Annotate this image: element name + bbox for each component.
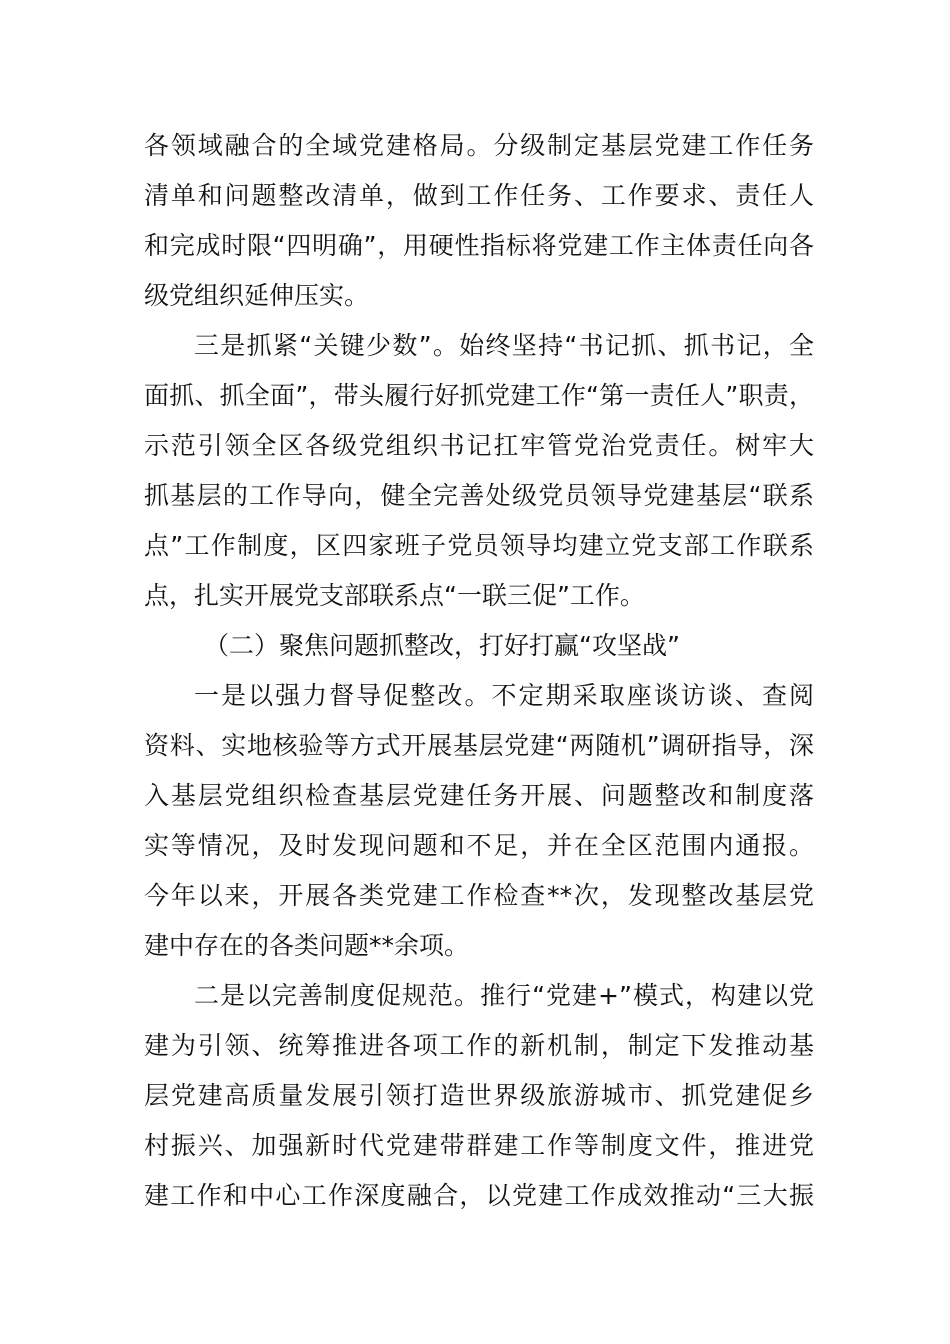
paragraph-system-standardization bbox=[144, 971, 814, 1221]
text-line: 和完成时限“四明确”，用硬性指标将党建工作主体责任向各 bbox=[144, 231, 814, 260]
text-line: 村振兴、加强新时代党建带群建工作等制度文件，推进党 bbox=[144, 1131, 814, 1160]
text-line: 三是抓紧“关键少数”。始终坚持“书记抓、抓书记，全 bbox=[194, 331, 814, 360]
text-line: 建为引领、统筹推进各项工作的新机制，制定下发推动基 bbox=[144, 1031, 814, 1060]
text-line: 点”工作制度，区四家班子党员领导均建立党支部工作联系 bbox=[144, 531, 814, 560]
paragraph-key-minority bbox=[144, 321, 814, 621]
text-line: 面抓、抓全面”，带头履行好抓党建工作“第一责任人”职责， bbox=[144, 381, 814, 410]
document-body bbox=[144, 121, 814, 1221]
text-line: 资料、实地核验等方式开展基层党建“两随机”调研指导，深 bbox=[144, 731, 814, 760]
text-line: 二是以完善制度促规范。推行“党建+”模式，构建以党 bbox=[194, 981, 814, 1010]
text-line: 实等情况，及时发现问题和不足，并在全区范围内通报。 bbox=[144, 831, 814, 860]
text-line: 抓基层的工作导向，健全完善处级党员领导党建基层“联系 bbox=[144, 481, 814, 510]
text-line: 建工作和中心工作深度融合，以党建工作成效推动“三大振 bbox=[144, 1181, 814, 1210]
paragraph-global-party-building bbox=[144, 121, 814, 321]
text-line: 点，扎实开展党支部联系点“一联三促”工作。 bbox=[144, 581, 645, 610]
text-line: 入基层党组织检查基层党建任务开展、问题整改和制度落 bbox=[144, 781, 814, 810]
text-line: 层党建高质量发展引领打造世界级旅游城市、抓党建促乡 bbox=[144, 1081, 814, 1110]
text-line: 建中存在的各类问题**余项。 bbox=[144, 931, 470, 960]
text-line: 清单和问题整改清单，做到工作任务、工作要求、责任人 bbox=[144, 181, 814, 210]
paragraph-supervision-rectification bbox=[144, 671, 814, 971]
text-line: 示范引领全区各级党组织书记扛牢管党治党责任。树牢大 bbox=[144, 431, 814, 460]
text-line: 一是以强力督导促整改。不定期采取座谈访谈、查阅 bbox=[194, 681, 814, 710]
text-line: 级党组织延伸压实。 bbox=[144, 281, 370, 310]
section-heading bbox=[144, 621, 814, 671]
text-line: 今年以来，开展各类党建工作检查**次，发现整改基层党 bbox=[144, 881, 814, 910]
section-heading-text: （二）聚焦问题抓整改，打好打赢“攻坚战” bbox=[204, 631, 680, 660]
text-line: 各领域融合的全域党建格局。分级制定基层党建工作任务 bbox=[144, 131, 814, 160]
